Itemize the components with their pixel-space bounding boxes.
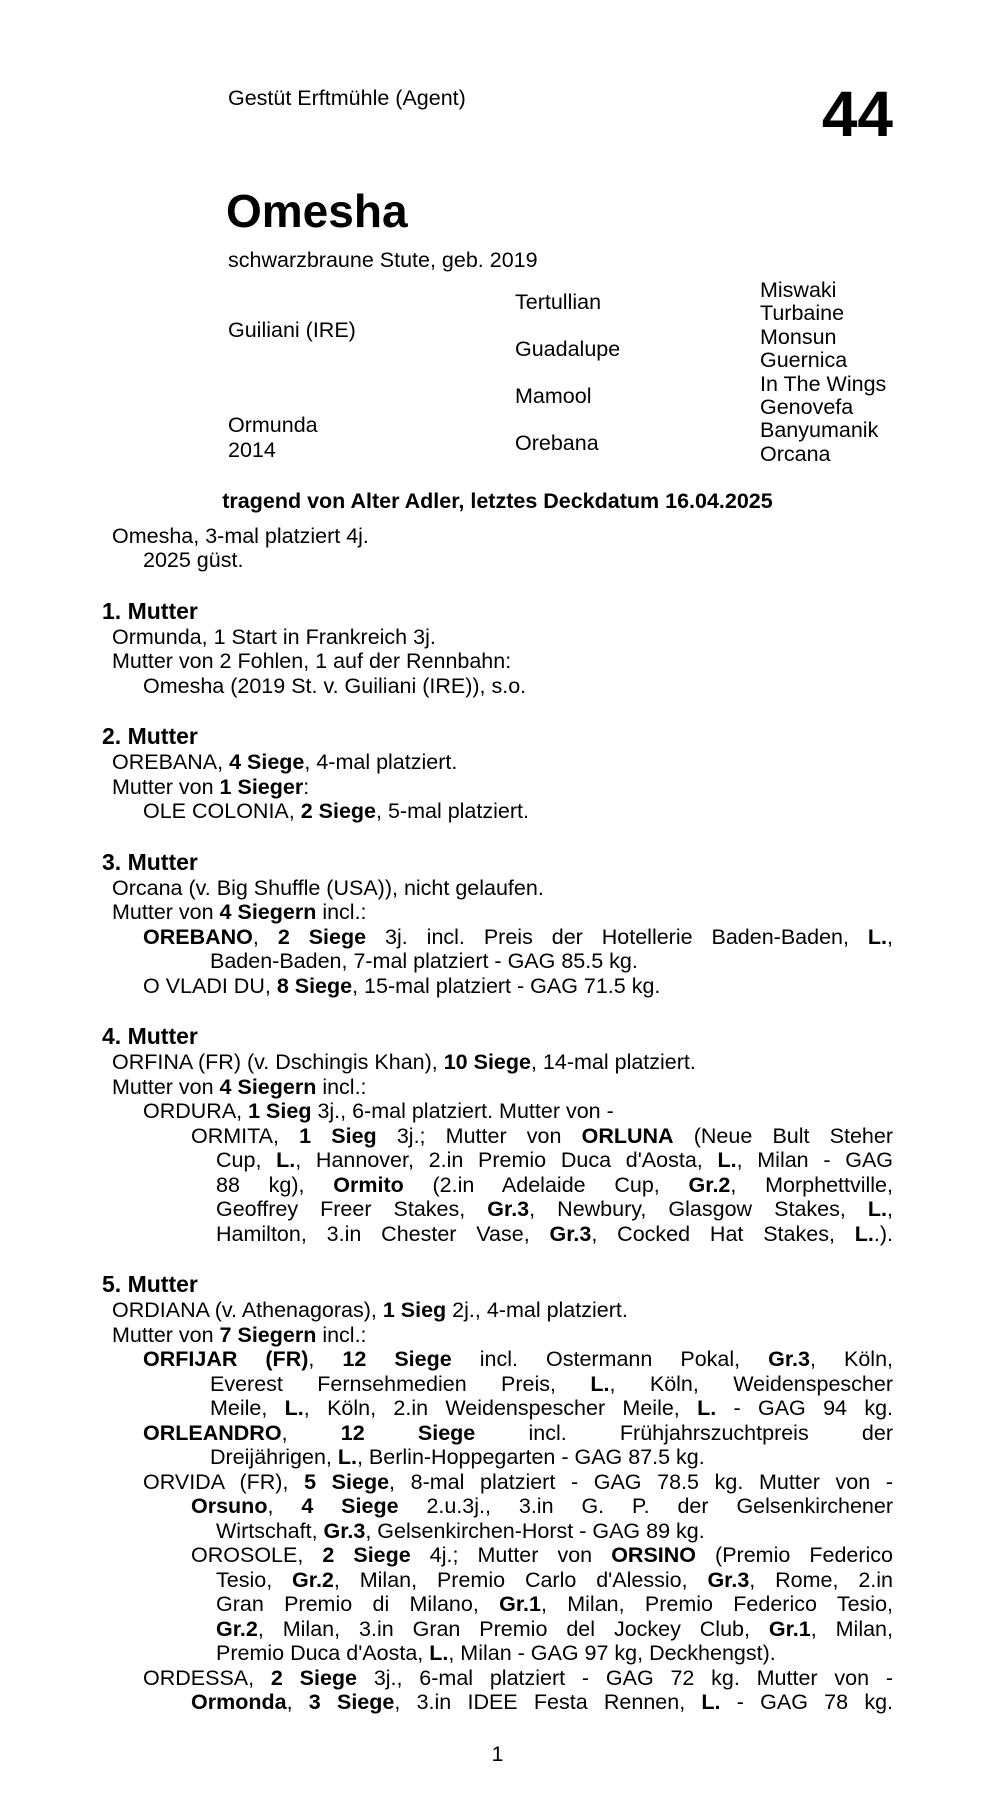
dam-section <box>102 724 893 824</box>
pedigree-gen2-entry: Guadalupe <box>515 337 621 361</box>
pedigree-line: Mutter von 2 Fohlen, 1 auf der Rennbahn: <box>112 649 512 673</box>
lot-number: 44 <box>821 78 893 150</box>
pedigree-line: ORVIDA (FR), 5 Siege, 8-mal platziert - GAG 78.5 kg. Mutter von - <box>143 1469 893 1494</box>
pedigree-line: Omesha, 3-mal platziert 4j. <box>112 523 369 548</box>
pedigree-line: OREBANO, 2 Siege 3j. incl. Preis der Hotellerie Baden-Baden, L., <box>143 924 894 949</box>
consignor-name: Gestüt Erftmühle (Agent) <box>228 86 466 110</box>
section-heading: 5. Mutter <box>102 1271 198 1297</box>
horse-description: schwarzbraune Stute, geb. 2019 <box>228 248 538 272</box>
pedigree-line: Omesha (2019 St. v. Guiliani (IRE)), s.o. <box>143 673 527 698</box>
pedigree-line: ORDESSA, 2 Siege 3j., 6-mal platziert - GAG 72 kg. Mutter von - <box>143 1665 893 1690</box>
pedigree-gen3-entry: Miswaki <box>760 278 837 302</box>
catalog-text <box>102 489 893 1715</box>
covering-note: tragend von Alter Adler, letztes Deckdatum 16.04.2025 <box>222 489 773 513</box>
pedigree-dam: Ormunda <box>228 413 318 437</box>
pedigree-line: Mutter von 1 Sieger: <box>112 774 310 799</box>
pedigree-line: Wirtschaft, Gr.3, Gelsenkirchen-Horst - GAG 89 kg. <box>216 1518 705 1543</box>
pedigree-line: Cup, L., Hannover, 2.in Premio Duca d'Aosta, L., Milan - GAG <box>216 1148 894 1172</box>
pedigree-line: OREBANA, 4 Siege, 4-mal platziert. <box>112 750 458 774</box>
pedigree-line: Premio Duca d'Aosta, L., Milan - GAG 97 kg, Deckhengst). <box>216 1641 776 1665</box>
dam-section <box>102 1272 893 1715</box>
pedigree-gen3-entry: Genovefa <box>760 395 854 419</box>
pedigree-gen3-entry: Turbaine <box>760 301 845 326</box>
pedigree-gen3-entry: Guernica <box>760 348 848 373</box>
pedigree-gen2-entry: Tertullian <box>515 290 602 314</box>
pedigree-line: Tesio, Gr.2, Milan, Premio Carlo d'Alessio, Gr.3, Rome, 2.in <box>216 1567 893 1592</box>
dam-section <box>102 1024 893 1246</box>
pedigree-line: OLE COLONIA, 2 Siege, 5-mal platziert. <box>143 799 529 823</box>
pedigree-line: Gr.2, Milan, 3.in Gran Premio del Jockey Club, Gr.1, Milan, <box>216 1616 893 1641</box>
dam-line-sections <box>102 599 893 1715</box>
section-heading: 4. Mutter <box>102 1023 198 1049</box>
pedigree-line: ORFINA (FR) (v. Dschingis Khan), 10 Siege, 14-mal platziert. <box>112 1050 696 1074</box>
pedigree-line: O VLADI DU, 8 Siege, 15-mal platziert - GAG 71.5 kg. <box>143 973 661 998</box>
pedigree-line: Baden-Baden, 7-mal platziert - GAG 85.5 kg. <box>210 949 638 973</box>
pedigree-line: ORFIJAR (FR), 12 Siege incl. Ostermann Pokal, Gr.3, Köln, <box>143 1347 894 1371</box>
pedigree-line: Mutter von 4 Siegern incl.: <box>112 900 367 924</box>
pedigree-gen2-entry: Mamool <box>515 384 592 408</box>
pedigree-line: Mutter von 4 Siegern incl.: <box>112 1074 367 1099</box>
pedigree-line: ORLEANDRO, 12 Siege incl. Frühjahrszuchtpreis der <box>143 1420 893 1445</box>
pedigree-dam-year: 2014 <box>228 438 276 462</box>
section-heading: 1. Mutter <box>102 597 198 624</box>
dam-section <box>102 850 893 999</box>
pedigree-line: Mutter von 7 Siegern incl.: <box>112 1322 367 1347</box>
pedigree-gen3-entry: Orcana <box>760 441 831 466</box>
race-record <box>102 524 893 573</box>
pedigree-line: ORDIANA (v. Athenagoras), 1 Sieg 2j., 4-mal platziert. <box>112 1298 628 1322</box>
pedigree-line: Meile, L., Köln, 2.in Weidenspescher Meile, L. - GAG 94 kg. <box>210 1396 894 1420</box>
pedigree-line: Everest Fernsehmedien Preis, L., Köln, Weidenspescher <box>210 1371 893 1396</box>
pedigree-line: ORDURA, 1 Sieg 3j., 6-mal platziert. Mutter von - <box>143 1099 614 1123</box>
dam-section <box>102 599 893 699</box>
pedigree-gen3-entry: Monsun <box>760 324 837 349</box>
pedigree-line: Geoffrey Freer Stakes, Gr.3, Newbury, Glasgow Stakes, L., <box>216 1197 893 1221</box>
pedigree-line: Orcana (v. Big Shuffle (USA)), nicht gelaufen. <box>112 875 544 900</box>
pedigree-sire: Guiliani (IRE) <box>228 318 356 342</box>
section-heading: 2. Mutter <box>102 723 198 749</box>
horse-name-title: Omesha <box>226 185 408 237</box>
section-heading: 3. Mutter <box>102 848 198 875</box>
pedigree-table <box>0 276 993 471</box>
pedigree-line: Dreijährigen, L., Berlin-Hoppegarten - GAG 87.5 kg. <box>210 1445 705 1469</box>
pedigree-line: 2025 güst. <box>143 548 244 572</box>
pedigree-line: ORMITA, 1 Sieg 3j.; Mutter von ORLUNA (Neue Bult Steher <box>191 1123 894 1148</box>
pedigree-line: Ormonda, 3 Siege, 3.in IDEE Festa Rennen, L. - GAG 78 kg. <box>191 1690 894 1714</box>
pedigree-line: 88 kg), Ormito (2.in Adelaide Cup, Gr.2, Morphettville, <box>216 1172 893 1197</box>
page-number: 1 <box>491 1742 504 1766</box>
pedigree-line: Hamilton, 3.in Chester Vase, Gr.3, Cocked Hat Stakes, L..). <box>216 1221 893 1246</box>
pedigree-gen3-entry: Banyumanik <box>760 418 879 443</box>
pedigree-gen3-entry: In The Wings <box>760 371 887 396</box>
pedigree-line: Orsuno, 4 Siege 2.u.3j., 3.in G. P. der Gelsenkirchener <box>191 1494 893 1518</box>
pedigree-line: Ormunda, 1 Start in Frankreich 3j. <box>112 624 436 649</box>
pedigree-line: OROSOLE, 2 Siege 4j.; Mutter von ORSINO (Premio Federico <box>191 1543 894 1567</box>
pedigree-gen2-entry: Orebana <box>515 431 599 455</box>
pedigree-line: Gran Premio di Milano, Gr.1, Milan, Premio Federico Tesio, <box>216 1592 893 1616</box>
